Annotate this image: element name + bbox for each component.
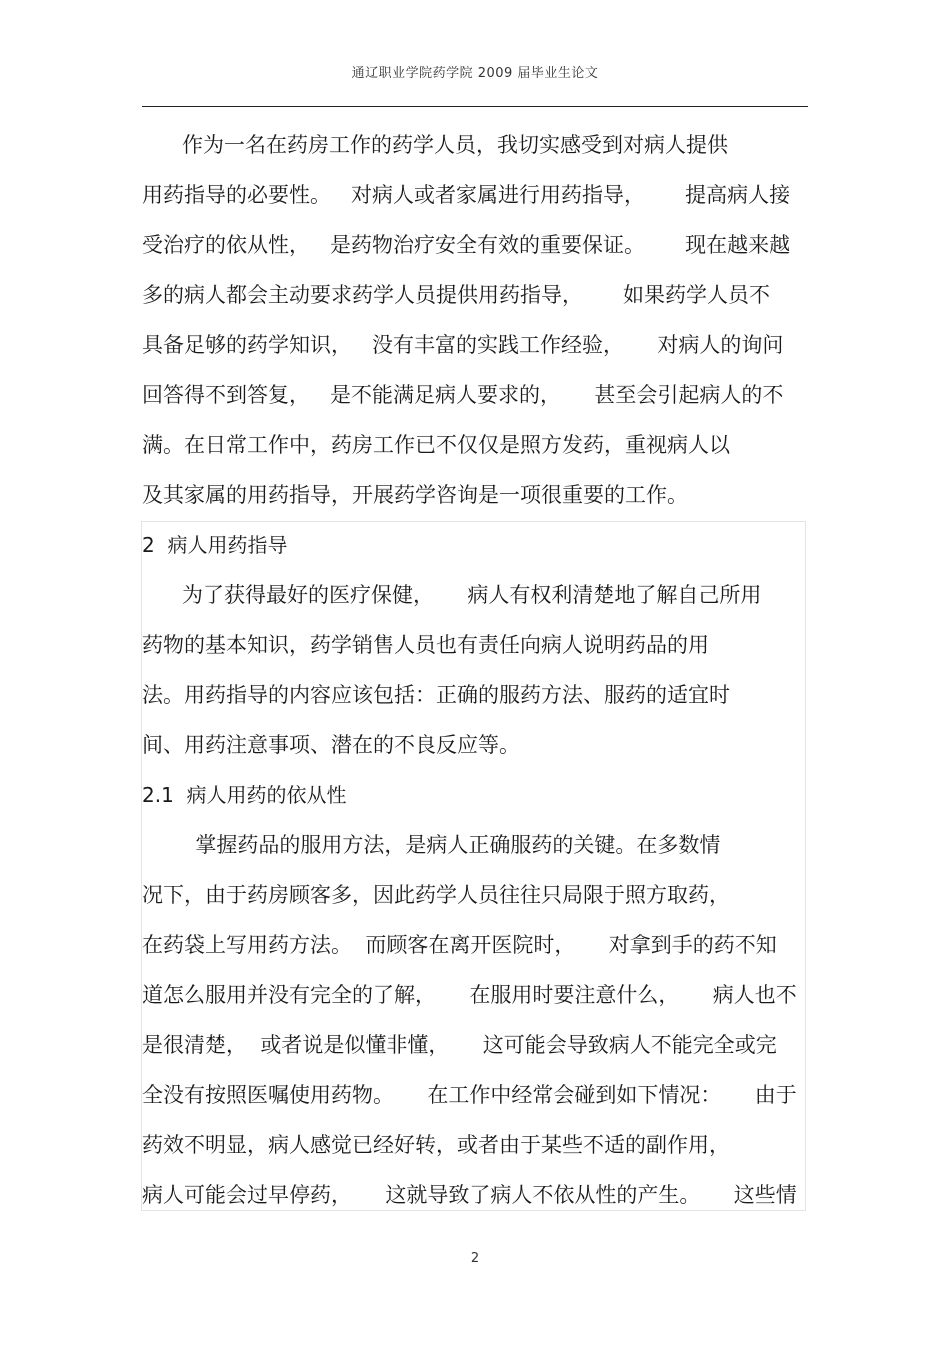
paragraph-line: 回答得不到答复， 是不能满足病人要求的， 甚至会引起病人的不 xyxy=(142,383,784,407)
paragraph-line: 况下，由于药房顾客多，因此药学人员往往只局限于照方取药， xyxy=(142,883,730,907)
paragraph-line: 药物的基本知识，药学销售人员也有责任向病人说明药品的用 xyxy=(142,633,709,657)
header-divider xyxy=(142,106,808,107)
paragraph-line: 法。用药指导的内容应该包括：正确的服药方法、服药的适宜时 xyxy=(142,683,730,707)
paragraph-line: 作为一名在药房工作的药学人员，我切实感受到对病人提供 xyxy=(142,133,729,157)
paragraph-line: 间、用药注意事项、潜在的不良反应等。 xyxy=(142,733,520,757)
section-heading: 2 病人用药指导 xyxy=(142,533,288,557)
paragraph-line: 在药袋上写用药方法。 而顾客在离开医院时， 对拿到手的药不知 xyxy=(142,933,777,957)
paragraph-line: 病人可能会过早停药， 这就导致了病人不依从性的产生。 这些情 xyxy=(142,1183,797,1207)
paragraph-line: 掌握药品的服用方法，是病人正确服药的关键。在多数情 xyxy=(142,833,721,857)
subsection-heading: 2.1 病人用药的依从性 xyxy=(142,783,347,807)
paragraph-line: 药效不明显，病人感觉已经好转，或者由于某些不适的副作用， xyxy=(142,1133,730,1157)
paragraph-line: 用药指导的必要性。 对病人或者家属进行用药指导， 提高病人接 xyxy=(142,183,791,207)
paragraph-line: 满。在日常工作中，药房工作已不仅仅是照方发药，重视病人以 xyxy=(142,433,730,457)
page-header: 通辽职业学院药学院 2009 届毕业生论文 xyxy=(351,66,599,81)
paragraph-line: 具备足够的药学知识， 没有丰富的实践工作经验， 对病人的询问 xyxy=(142,333,784,357)
paragraph-line: 多的病人都会主动要求药学人员提供用药指导， 如果药学人员不 xyxy=(142,283,771,307)
paragraph-line: 全没有按照医嘱使用药物。 在工作中经常会碰到如下情况： 由于 xyxy=(142,1083,797,1107)
paragraph-line: 受治疗的依从性， 是药物治疗安全有效的重要保证。 现在越来越 xyxy=(142,233,791,257)
page-number: 2 xyxy=(470,1251,480,1266)
paragraph-line: 及其家属的用药指导，开展药学咨询是一项很重要的工作。 xyxy=(142,483,688,507)
paragraph-line: 道怎么服用并没有完全的了解， 在服用时要注意什么， 病人也不 xyxy=(142,983,797,1007)
paragraph-line: 为了获得最好的医疗保健， 病人有权利清楚地了解自己所用 xyxy=(142,583,762,607)
paragraph-line: 是很清楚， 或者说是似懂非懂， 这可能会导致病人不能完全或完 xyxy=(142,1033,777,1057)
